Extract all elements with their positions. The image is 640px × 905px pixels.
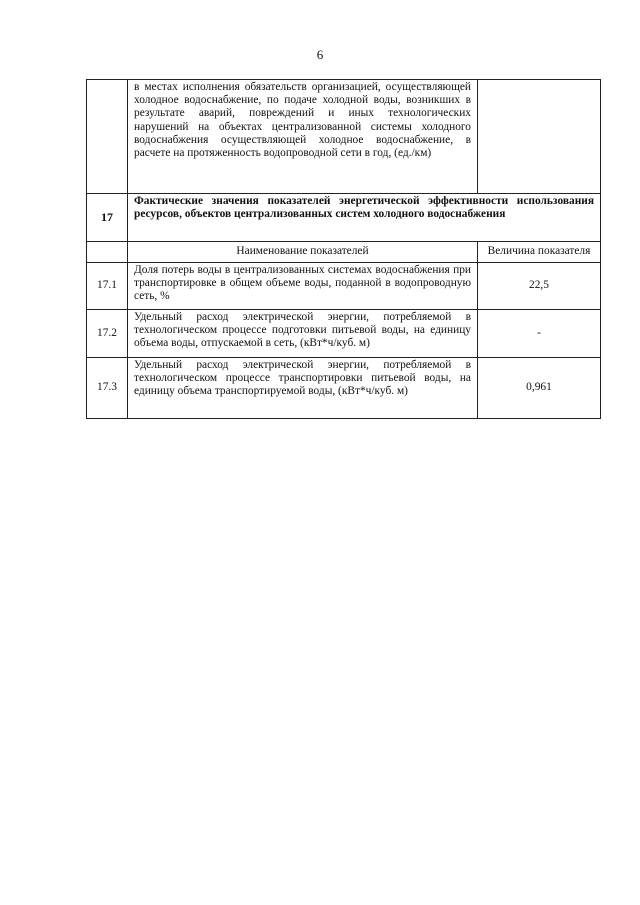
header-number bbox=[87, 242, 128, 263]
table-header-row bbox=[87, 242, 601, 263]
row-name: Удельный расход электрической энергии, потребляемой в технологическом процессе транспортировки питьевой воды, на единицу объема транспортируемой воды, (кВт*ч/куб. м) bbox=[128, 358, 478, 419]
table-row bbox=[87, 358, 601, 419]
table-row-section-17 bbox=[87, 194, 601, 242]
table-cell-continuation-text: в местах исполнения обязательств организацией, осуществляющей холодное водоснабжение, по подаче холодной воды, возникших в результате аварий, повреждений и иных технологических нарушений на объектах централизованной системы холодного водоснабжения осуществляющей холодное водоснабжение, в расчете на протяженность водопроводной сети в год, (ед./км) bbox=[128, 80, 478, 194]
table-row bbox=[87, 263, 601, 310]
row-name: Удельный расход электрической энергии, потребляемой в технологическом процессе подготовки питьевой воды, на единицу объема воды, отпускаемой в сеть, (кВт*ч/куб. м) bbox=[128, 310, 478, 358]
table-row-continuation bbox=[87, 80, 601, 194]
page-number: 6 bbox=[316, 47, 324, 62]
table-row bbox=[87, 310, 601, 358]
row-number: 17.3 bbox=[87, 358, 128, 419]
table-cell-continuation-value bbox=[478, 80, 601, 194]
row-value: - bbox=[478, 310, 601, 358]
table-cell-number-empty bbox=[87, 80, 128, 194]
section-title: Фактические значения показателей энергетической эффективности использования ресурсов, объектов централизованных систем холодного водоснабжения bbox=[128, 194, 601, 242]
row-value: 22,5 bbox=[478, 263, 601, 310]
row-number: 17.2 bbox=[87, 310, 128, 358]
row-number: 17.1 bbox=[87, 263, 128, 310]
header-value: Величина показателя bbox=[478, 242, 601, 263]
row-name: Доля потерь воды в централизованных системах водоснабжения при транспортировке в общем объеме воды, поданной в водопроводную сеть, % bbox=[128, 263, 478, 310]
header-name: Наименование показателей bbox=[128, 242, 478, 263]
indicators-table bbox=[86, 79, 601, 419]
section-number: 17 bbox=[87, 194, 128, 242]
row-value: 0,961 bbox=[478, 358, 601, 419]
